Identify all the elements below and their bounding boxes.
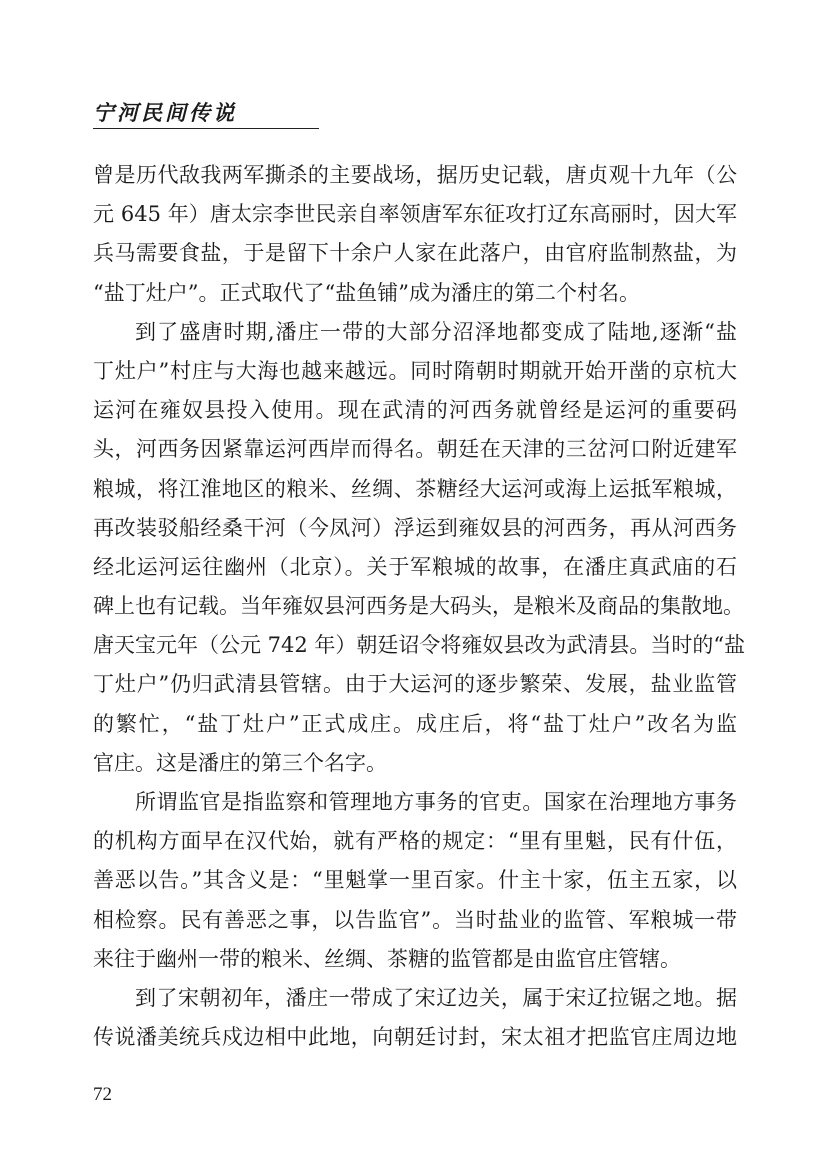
text-line: 粮城，将江淮地区的粮米、丝绸、茶糖经大运河或海上运抵军粮城， [93,476,737,501]
paragraph-start-line: 到了宋朝初年，潘庄一带成了宋辽边关，属于宋辽拉锯之地。据 [135,985,737,1010]
text-line: 的繁忙，“盐丁灶户”正式成庄。成庄后，将“盐丁灶户”改名为监 [93,711,737,736]
text-line: 运河在雍奴县投入使用。现在武清的河西务就曾经是运河的重要码 [93,398,737,423]
text-line: 曾是历代敌我两军撕杀的主要战场，据历史记载，唐贞观十九年（公 [93,163,737,187]
text-line: 唐天宝元年（公元 742 年）朝廷诏令将雍奴县改为武清县。当时的“盐 [93,633,746,658]
body-text [93,156,746,1057]
header-underline [93,128,319,129]
text-line: 来往于幽州一带的粮米、丝绸、茶糖的监管都是由监官庄管辖。 [93,946,681,971]
text-line: “盐丁灶户”。正式取代了“盐鱼铺”成为潘庄的第二个村名。 [93,280,640,305]
text-line: 的机构方面早在汉代始，就有严格的规定：“里有里魁，民有什伍， [93,829,737,854]
text-line: 相检察。民有善恶之事，以告监官”。当时盐业的监管、军粮城一带 [93,907,737,932]
text-line: 官庄。这是潘庄的第三个名字。 [93,750,387,775]
text-line: 碑上也有记载。当年雍奴县河西务是大码头，是粮米及商品的集散地。 [93,594,744,619]
running-header-title: 宁河民间传说 [93,100,237,125]
text-line: 丁灶户”村庄与大海也越来越远。同时隋朝时期就开始开凿的京杭大 [93,358,737,383]
text-line: 兵马需要食盐，于是留下十余户人家在此落户，由官府监制熬盐，为 [93,241,737,266]
text-line: 元 645 年）唐太宗李世民亲自率领唐军东征攻打辽东高丽时，因大军 [93,202,737,227]
text-line: 善恶以告。”其含义是：“里魁掌一里百家。什主十家，伍主五家，以 [93,868,737,893]
paragraph-start-line: 所谓监官是指监察和管理地方事务的官吏。国家在治理地方事务 [135,790,737,814]
paragraph-start-line: 到了盛唐时期,潘庄一带的大部分沼泽地都变成了陆地,逐渐“盐 [135,319,737,344]
text-line: 头，河西务因紧靠运河西岸而得名。朝廷在天津的三岔河口附近建军 [93,437,737,462]
page-number: 72 [93,1084,112,1105]
text-line: 传说潘美统兵戍边相中此地，向朝廷讨封，宋太祖才把监官庄周边地 [93,1025,737,1050]
text-line: 丁灶户”仍归武清县管辖。由于大运河的逐步繁荣、发展，盐业监管 [93,672,737,697]
text-line: 再改装驳船经桑干河（今凤河）浮运到雍奴县的河西务，再从河西务 [93,515,737,540]
text-line: 经北运河运往幽州（北京）。关于军粮城的故事，在潘庄真武庙的石 [93,554,737,579]
